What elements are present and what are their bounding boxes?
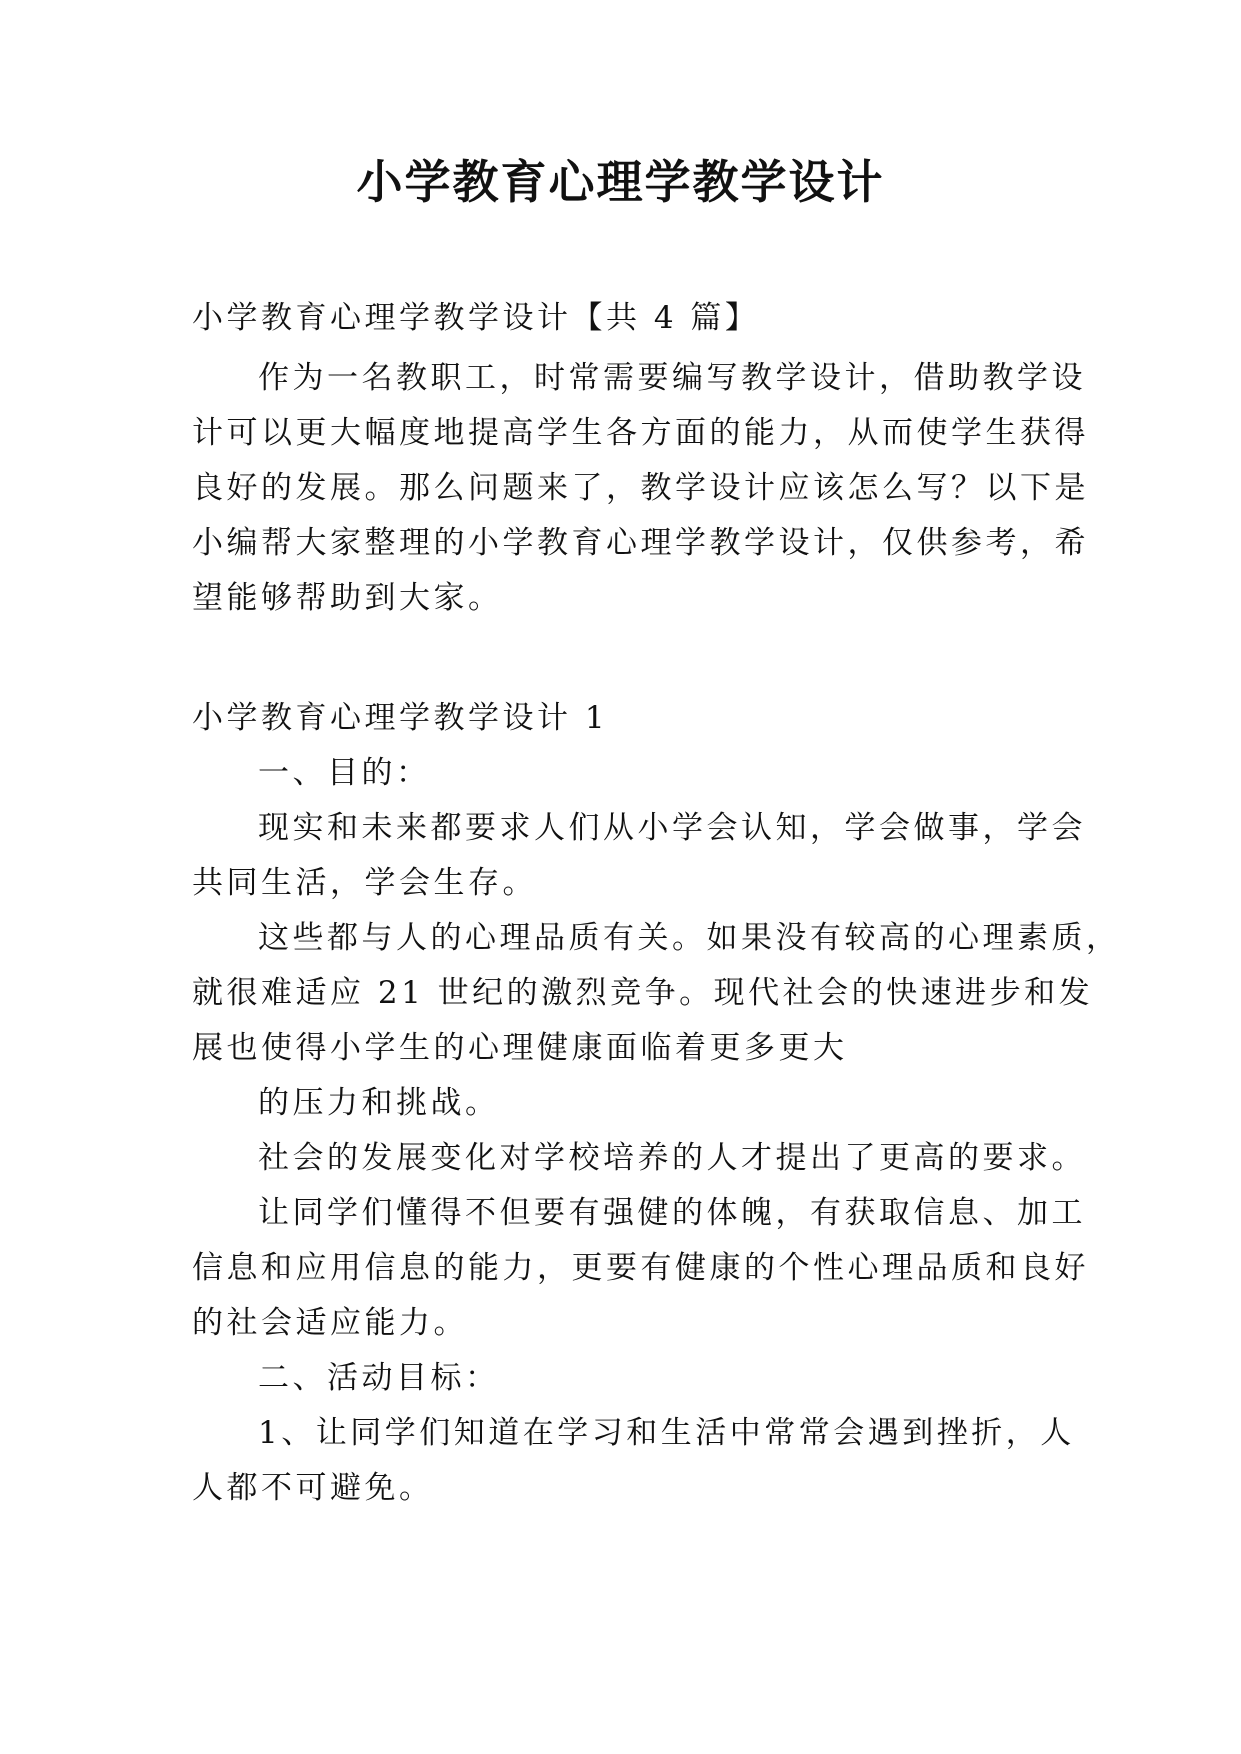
body-line: 的社会适应能力。	[192, 1305, 468, 1341]
intro-line: 计可以更大幅度地提高学生各方面的能力，从而使学生获得	[192, 415, 1089, 451]
body-line: 1、让同学们知道在学习和生活中常常会遇到挫折，人	[258, 1415, 1075, 1451]
body-line: 让同学们懂得不但要有强健的体魄，有获取信息、加工	[258, 1195, 1086, 1231]
body-line: 社会的发展变化对学校培养的人才提出了更高的要求。	[258, 1140, 1086, 1176]
body-line: 共同生活，学会生存。	[192, 865, 537, 901]
body-line: 这些都与人的心理品质有关。如果没有较高的心理素质，	[258, 920, 1121, 956]
document-title: 小学教育心理学教学设计	[356, 155, 885, 209]
body-line: 就很难适应 21 世纪的激烈竞争。现代社会的快速进步和发	[192, 975, 1094, 1011]
section-heading: 小学教育心理学教学设计 1	[192, 700, 609, 736]
body-line: 人都不可避免。	[192, 1470, 434, 1506]
body-line: 信息和应用信息的能力，更要有健康的个性心理品质和良好	[192, 1250, 1089, 1286]
intro-line: 作为一名教职工，时常需要编写教学设计，借助教学设	[258, 360, 1086, 396]
subsection-heading: 二、活动目标：	[258, 1360, 500, 1396]
collection-heading: 小学教育心理学教学设计【共 4 篇】	[192, 300, 760, 336]
intro-line: 望能够帮助到大家。	[192, 580, 503, 616]
subsection-heading: 一、目的：	[258, 755, 431, 791]
intro-line: 良好的发展。那么问题来了，教学设计应该怎么写？以下是	[192, 470, 1089, 506]
intro-line: 小编帮大家整理的小学教育心理学教学设计，仅供参考，希	[192, 525, 1089, 561]
body-line: 现实和未来都要求人们从小学会认知，学会做事，学会	[258, 810, 1086, 846]
body-line: 展也使得小学生的心理健康面临着更多更大	[192, 1030, 848, 1066]
body-line: 的压力和挑战。	[258, 1085, 500, 1121]
